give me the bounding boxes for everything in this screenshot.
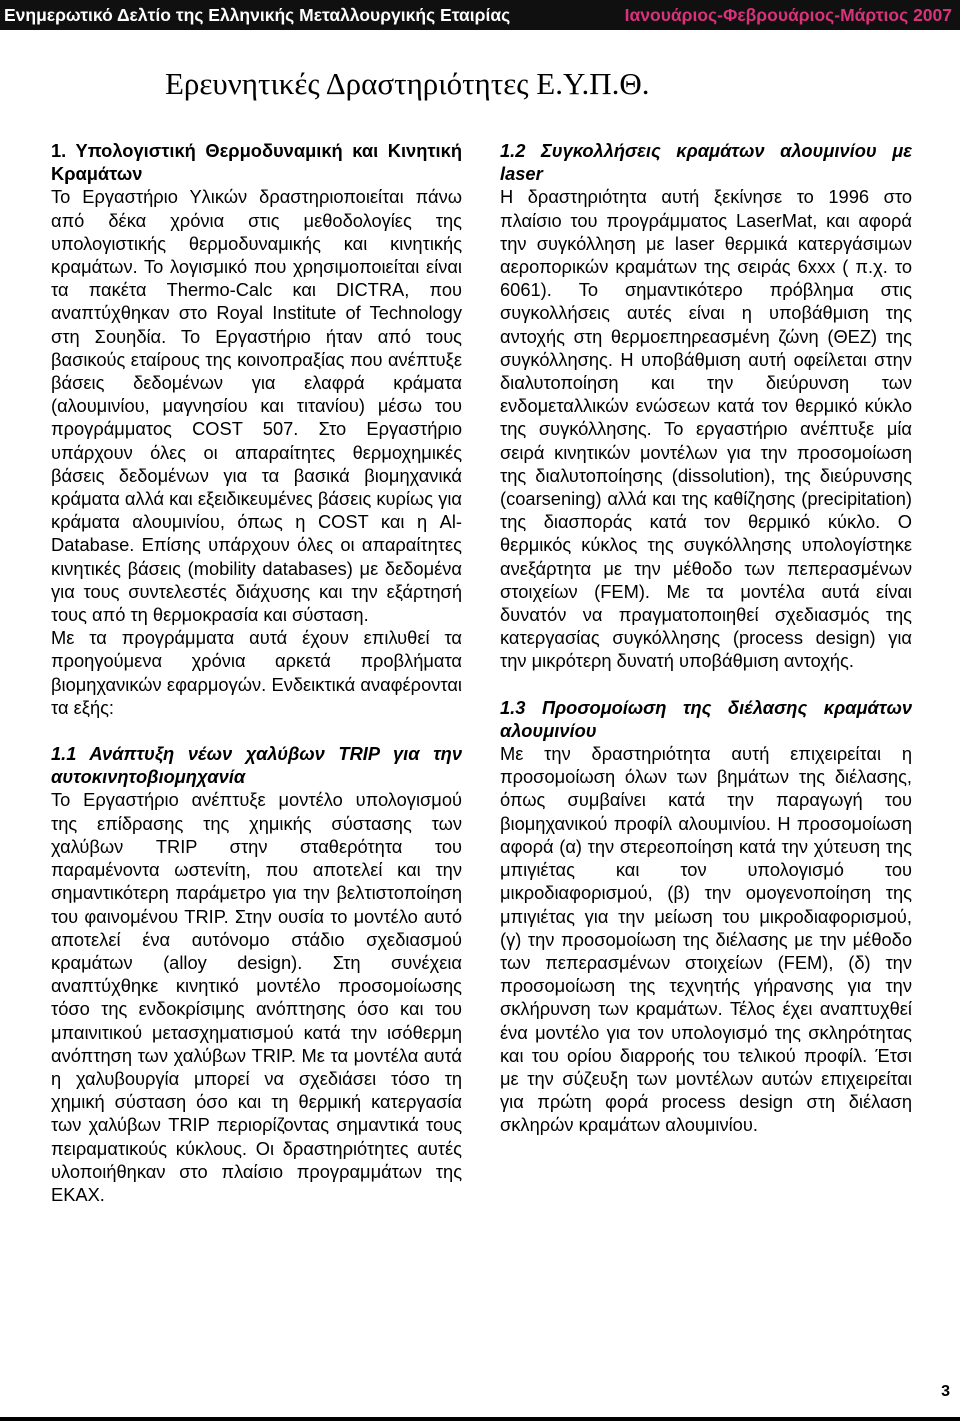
section-1-2-paragraph: Η δραστηριότητα αυτή ξεκίνησε το 1996 στο πλαίσιο του προγράμματος LaserMat, και αφορά την συγκόλληση με laser θερμικά κατεργάσιμων αεροπορικών κραμάτων της σειράς 6xxx ( π.χ. το 6061). Το σημαντικότερο πρόβλημα στις συγκολλήσεις αυτές είναι η υποβάθμιση της αντοχής στη θερμοεπηρεασμένη ζώνη (ΘΕΖ) της συγκόλλησης. Η υποβάθμιση αυτή οφείλεται στην διαλυτοποίηση και την διεύρυνση των ενδομεταλλικών ενώσεων κατά τον θερμικό κύκλο της συγκόλλησης. Το εργαστήριο ανέπτυξε μία σειρά κινητικών μοντέλων για την προσομοίωση της διαλυτοποίησης (dissolution), της διεύρυνσης (coarsening) αλλά και της καθίζησης (precipitation) της διασποράς κατά τον θερμικό κύκλο. Ο θερμικός κύκλος της συγκόλλησης υπολογίστηκε ανεξάρτητα με την μέθοδο των πεπερασμένων στοιχείων (FEM). Με τα μοντέλα αυτά είναι δυνατόν να πραγματοποιηθεί σχεδιασμός της κατεργασίας συγκόλλησης (process design) για την μικρότερη δυνατή υποβάθμιση αντοχής. — [500, 186, 912, 672]
left-column — [51, 139, 462, 1206]
section-1-paragraph-2: Με τα προγράμματα αυτά έχουν επιλυθεί τα προηγούμενα χρόνια αρκετά προβλήματα βιομηχανικών εφαρμογών. Ενδεικτικά αναφέρονται τα εξής: — [51, 627, 462, 718]
right-column — [500, 139, 912, 1137]
section-1-1-paragraph: Το Εργαστήριο ανέπτυξε μοντέλο υπολογισμού της επίδρασης της χημικής σύστασης των χαλύβων TRIP στην σταθερότητα του παραμένοντα ωστενίτη, που αποτελεί και την σημαντικότερη παράμετρο για την βελτιστοποίηση του φαινομένου TRIP. Στην ουσία το μοντέλο αυτό αποτελεί ένα αυτόνομο στάδιο σχεδιασμού κραμάτων (alloy design). Στη συνέχεια αναπτύχθηκε κινητικό μοντέλο προσομοίωσης τόσο της ενδοκρίσιμης ανόπτησης όσο και του μπαινιτικού μετασχηματισμού κατά την ισόθερμη ανόπτηση των χαλύβων TRIP. Με τα μοντέλα αυτά η χαλυβουργία μπορεί να σχεδιάσει τόσο τη χημική σύσταση όσο και τη θερμική κατεργασία των χαλύβων TRIP περιορίζοντας σημαντικά τους πειραματικούς κύκλους. Οι δραστηριότητες αυτές υλοποιήθηκαν στο πλαίσιο προγραμμάτων της ΕΚΑΧ. — [51, 789, 462, 1205]
page-number: 3 — [941, 1383, 950, 1400]
section-1-title: 1. Υπολογιστική Θερμοδυναμική και Κινητική Κραμάτων — [51, 140, 462, 185]
issue-date: Ιανουάριος-Φεβρουάριος-Μάρτιος 2007 — [624, 4, 952, 25]
page-title: Ερευνητικές Δραστηριότητες Ε.Υ.Π.Θ. — [165, 66, 650, 101]
section-1-2-title: 1.2 Συγκολλήσεις κραμάτων αλουμινίου με laser — [500, 140, 912, 185]
newsletter-title: Ενημερωτικό Δελτίο της Ελληνικής Μεταλλουργικής Εταιρίας — [4, 4, 511, 25]
section-1-3-paragraph: Με την δραστηριότητα αυτή επιχειρείται η προσομοίωση όλων των βημάτων της διέλασης, όπως συμβαίνει κατά την παραγωγή του βιομηχανικού προφίλ αλουμινίου. Η προσομοίωση αφορά (α) την στερεοποίηση κατά την χύτευση της μπιγιέτας και τον υπολογισμό του μικροδιαφορισμού, (β) την ομογενοποίηση της μπιγιέτας για την μείωση του μικροδιαφορισμού, (γ) την προσομοίωση της διέλασης με την μέθοδο των πεπερασμένων στοιχείων (FEM), (δ) την προσομοίωση της τεχνητής γήρανσης για την σκλήρυνση των κραμάτων. Τέλος έχει αναπτυχθεί ένα μοντέλο για τον υπολογισμό της σκληρότητας και του ορίου διαρροής του τελικού προφίλ. Έτσι με την σύζευξη των μοντέλων αυτών επιχειρείται για πρώτη φορά process design στη διέλαση σκληρών κραμάτων αλουμινίου. — [500, 743, 912, 1136]
footer-rule — [0, 1417, 960, 1421]
newsletter-header-bar — [0, 0, 960, 30]
section-1-3-title: 1.3 Προσομοίωση της διέλασης κραμάτων αλουμινίου — [500, 696, 912, 741]
section-1-paragraph-1: Το Εργαστήριο Υλικών δραστηριοποιείται πάνω από δέκα χρόνια στις μεθοδολογίες της υπολογιστικής θερμοδυναμικής και κινητικής κραμάτων. Το λογισμικό που χρησιμοποιείται είναι τα πακέτα Thermo-Calc και DICTRA, που αναπτύχθηκαν στο Royal Institute of Technology στη Σουηδία. Το Εργαστήριο ήταν από τους βασικούς εταίρους της κοινοπραξίας που ανέπτυξε βάσεις δεδομένων για ελαφρά κράματα (αλουμινίου, μαγνησίου και τιτανίου) μέσω του προγράμματος COST 507. Στο Εργαστήριο υπάρχουν όλες οι απαραίτητες θερμοχημικές βάσεις δεδομένων για τα βασικά βιομηχανικά κράματα αλλά και εξειδικευμένες βάσεις κυρίως για κράματα αλουμινίου, όπως η COST και η Al-Database. Επίσης υπάρχουν όλες οι απαραίτητες κινητικές βάσεις (mobility databases) με δεδομένα για τους συντελεστές διάχυσης και την εξάρτησή τους από τη θερμοκρασία και σύσταση. — [51, 186, 462, 626]
section-1-1-title: 1.1 Ανάπτυξη νέων χαλύβων TRIP για την αυτοκινητοβιομηχανία — [51, 743, 462, 788]
